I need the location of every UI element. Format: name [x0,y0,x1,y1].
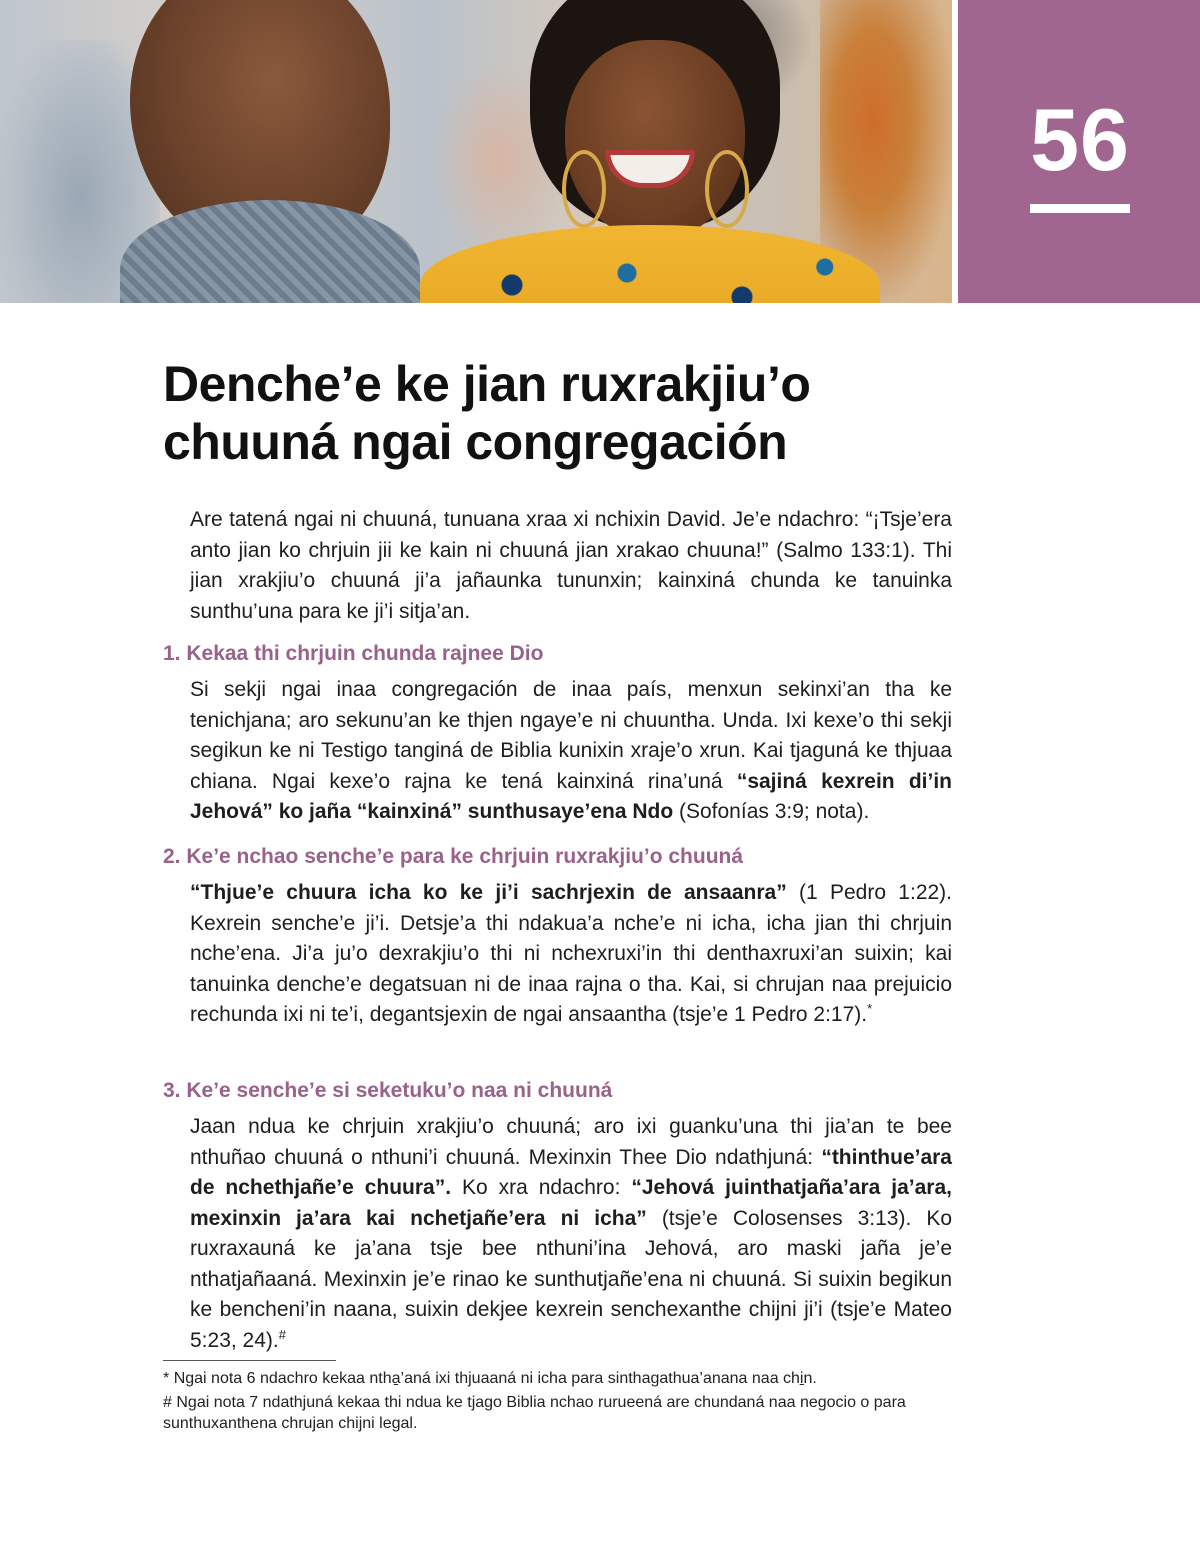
section-2-text: (1 Pedro 1:22). Kexrein senche’e ji’i. Detsje’a thi ndakua’a nche’e ni icha, icha jian thi chrjuin nche’ena. Ji’a ju’o dexrakjiu’o thi ni nchexruxi’in thi denthaxruxi’an suixin; kai tanuinka denche’e degatsuan ni de inaa rajna o tha. Kai, si chrujan naa prejuicio rechunda ixi ni te’i, degantsjexin de ngai ansaantha (tsje’e 1 Pedro 2:17). [190,881,953,1026]
footnote-mark: # [163,1394,172,1411]
section-heading-3: 3. Ke’e senche’e si seketuku’o naa ni chuuná [163,1079,613,1102]
woman-left-shoulder [120,200,420,303]
section-2-bold: “Thjue’e chuura icha ko ke ji’i sachrjexin de ansaanra” [190,881,787,904]
section-1-ref: (Sofonías 3:9; nota). [673,800,870,823]
footnote-mark: # [278,1326,286,1342]
earring-icon [705,150,749,228]
title-line-2: chuuná ngai congregación [163,414,788,470]
section-1-bold: “sajiná kexrein di’in Jehová” ko jaña “kainxiná” sunthusaye’ena Ndo [190,769,952,823]
section-heading-1: 1. Kekaa thi chrjuin chunda rajnee Dio [163,642,544,665]
footnote-divider [163,1360,336,1361]
section-3-bold-a: “thinthue’ara de nchethjañe’e chuura”. [190,1145,952,1199]
section-paragraph-3 [190,1112,952,1356]
intro-paragraph: Are tatená ngai ni chuuná, tunuana xraa xi nchixin David. Je’e ndachro: “¡Tsje’era anto jian ko chrjuin jii ke kain ni chuuná jian xrakao chuuna!” (Salmo 133:1). Thi jian xrakjiu’o chuuná ji’a jañaunka tununxin; kainxiná chunda ke tanuinka sunthu’una para ke ji’i sitja’an. [190,508,952,623]
footnote-mark: * [163,1370,170,1387]
section-3-bold-b: “Jehová juinthatjaña’ara ja’ara, mexinxin ja’ara kai nchetjañe’era ni icha” [190,1176,952,1230]
earring-icon [562,150,606,228]
title-line-1: Denche’e ke jian ruxrakjiu’o [163,356,811,412]
chapter-rule [1030,204,1130,213]
section-heading-2: 2. Ke’e nchao senche’e para ke chrjuin ruxrakjiu’o chuuná [163,845,744,868]
section-3-text-c: (tsje’e Colosenses 3:13). Ko ruxraxauná ke ja’ana tsje bee nthuni’ina Jehová, aro maski jaña je’e nthatjañaaná. Mexinxin je’e rinao ke sunthutjañe’ena ni chuuná. Si suixin begikun ke bencheni’in naana, suixin dekjee kexrein senchexanthe chijni ji’i (tsje’e Mateo 5:23, 24). [190,1206,953,1352]
footnote-2 [163,1392,953,1434]
footnote-mark: * [867,1001,873,1016]
footnote-text: Ngai nota 7 ndathjuná kekaa thi ndua ke tjago Biblia nchao rurueená are chundaná naa negocio o para sunthuxanthena chrujan chijni legal. [163,1394,906,1432]
section-paragraph-1 [190,675,952,828]
section-paragraph-2 [190,878,952,1031]
header-photo [0,0,952,303]
section-3-text-b: Ko xra ndachro: [451,1176,632,1199]
chapter-number: 56 [1030,90,1130,189]
section-3-text-a: Jaan ndua ke chrjuin xrakjiu’o chuuná; aro ixi guanku’una thi jia’an te bee nthuñao chuuná o nthuni’i chuuná. Mexinxin Thee Dio ndathjuná: [190,1115,952,1169]
footnote-text: Ngai nota 6 ndachro kekaa ntha̱’aná ixi thjuaaná ni icha para sinthagathua’anana naa chi̱n. [173,1370,817,1387]
page-title [163,355,923,471]
chapter-box [958,0,1200,303]
section-1-text: Si sekji ngai inaa congregación de inaa país, menxun sekinxi’an tha ke tenichjana; aro sekunu’an ke thjen ngaye’e ni chuuntha. Unda. Ixi kexe’o thi sekji segikun ke ni Testigo tanginá de Biblia kunixin xraje’o xrun. Kai tjaguná ke thjuaa chiana. Ngai kexe’o rajna ke tená kainxiná rina’uná [190,678,952,793]
footnote-1 [163,1368,953,1389]
